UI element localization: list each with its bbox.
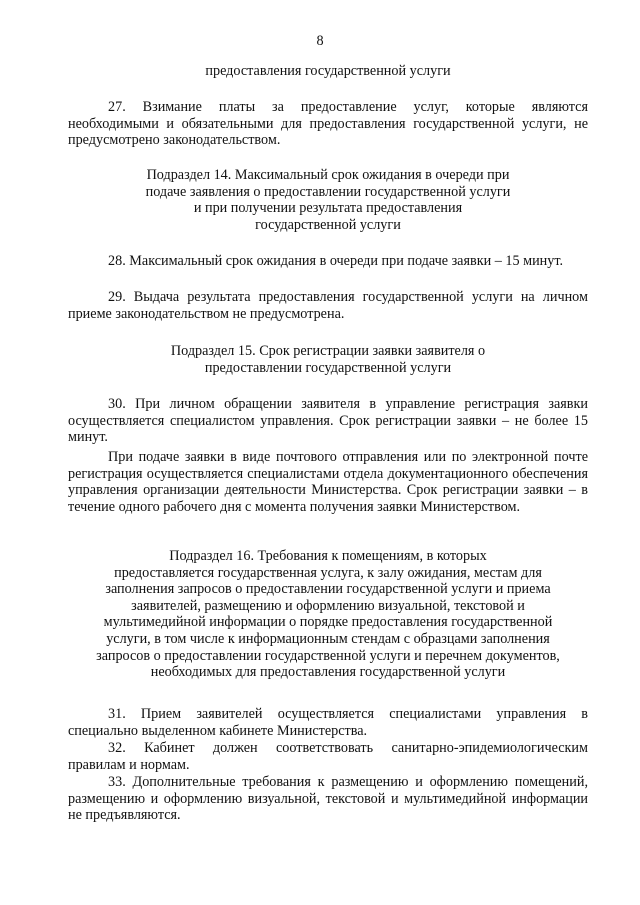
subsection-15-heading: [68, 343, 588, 376]
paragraph-31: 31. Прием заявителей осуществляется специалистами управления в специально выделенном кабинете Министерства.: [68, 706, 588, 739]
subsection-16-line: услуги, в том числе к информационным стендам с образцами заполнения: [106, 630, 550, 647]
subsection-15-line: Подраздел 15. Срок регистрации заявки заявителя о: [170, 343, 486, 359]
subsection-14-line: государственной услуги: [255, 216, 401, 233]
paragraph-30-continued: При подаче заявки в виде почтового отправления или по электронной почте регистрация осуществляется специалистами отдела документационного обеспечения управления организации деятельности Министерства. Срок регистрации заявки – в течение одного рабочего дня с момента получения заявки Министерством.: [68, 449, 588, 515]
subsection-14-line: подаче заявления о предоставлении государственной услуги: [145, 183, 511, 200]
subsection-16-line: заполнения запросов о предоставлении государственной услуги и приема: [105, 581, 551, 598]
paragraph-32: 32. Кабинет должен соответствовать санитарно-эпидемиологическим правилам и нормам.: [68, 740, 588, 773]
subsection-16-line: мультимедийной информации о порядке предоставления государственной: [103, 614, 553, 631]
subsection-16-line: заявителей, размещению и оформлению визуальной, текстовой и: [131, 597, 525, 614]
subsection-16-line: необходимых для предоставления государственной услуги: [150, 664, 506, 681]
paragraph-27: 27. Взимание платы за предоставление услуг, которые являются необходимыми и обязательными для предоставления государственной услуги, не предусмотрено законодательством.: [68, 99, 588, 149]
subsection-16-line: запросов о предоставлении государственной услуги и перечнем документов,: [96, 647, 560, 664]
subsection-14-line: и при получении результата предоставления: [193, 200, 463, 217]
subsection-16-line: Подраздел 16. Требования к помещениям, в которых: [169, 548, 487, 564]
continuation-heading: предоставления государственной услуги: [205, 63, 451, 79]
paragraph-28: 28. Максимальный срок ожидания в очереди при подаче заявки – 15 минут.: [108, 253, 564, 269]
subsection-14-line: Подраздел 14. Максимальный срок ожидания в очереди при: [146, 167, 510, 183]
paragraph-29: 29. Выдача результата предоставления государственной услуги на личном приеме законодательством не предусмотрена.: [68, 289, 588, 322]
page-number: 8: [316, 33, 324, 49]
subsection-14-heading: [68, 167, 588, 233]
subsection-16-heading: [68, 548, 588, 681]
paragraph-30: 30. При личном обращении заявителя в управление регистрация заявки осуществляется специалистом управления. Срок регистрации заявки – не более 15 минут.: [68, 396, 588, 446]
paragraph-33: 33. Дополнительные требования к размещению и оформлению помещений, размещению и оформлению визуальной, текстовой и мультимедийной информации не предъявляются.: [68, 774, 588, 824]
subsection-16-line: предоставляется государственная услуга, к залу ожидания, местам для: [114, 564, 542, 581]
subsection-15-line: предоставлении государственной услуги: [204, 359, 452, 376]
